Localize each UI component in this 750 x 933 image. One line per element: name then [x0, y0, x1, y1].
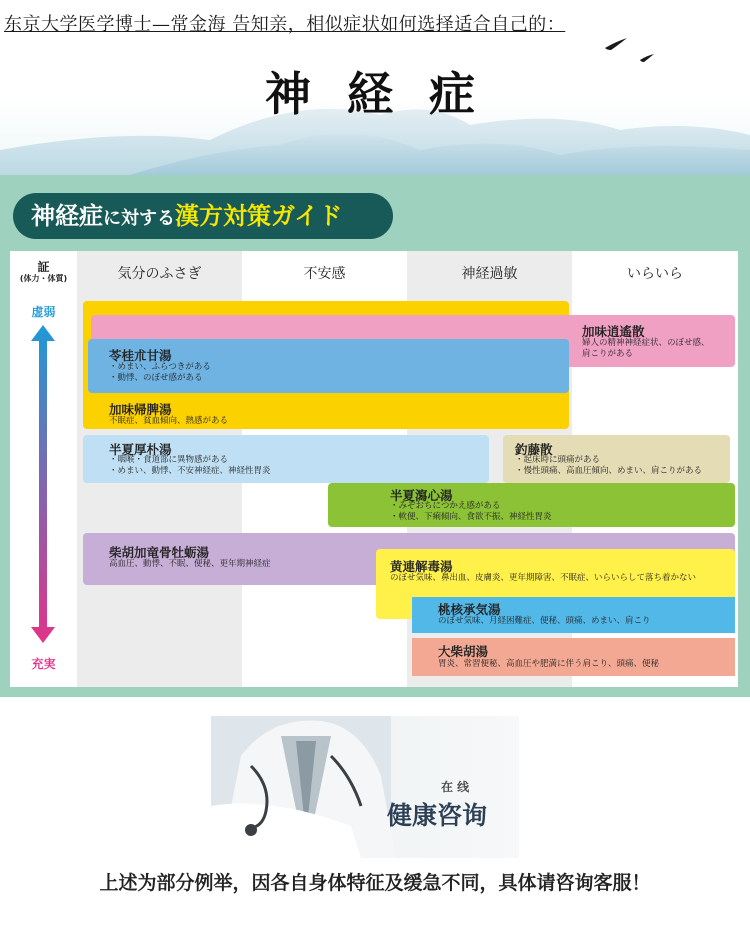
- band-desc-kamishoyo-1: 婦人の精神神経症状、のぼせ感、: [582, 338, 710, 348]
- band-title-hange-shashin: 半夏瀉心湯: [390, 488, 453, 503]
- band-desc-ryokei-1: ・めまい、ふらつきがある: [109, 362, 211, 372]
- column-header-2: 不安感: [303, 266, 346, 282]
- footer-notice: 上述为部分例举，因各自身体特征及缓急不同，具体请咨询客服！: [99, 872, 651, 894]
- guide-title-connector: に対する: [103, 208, 175, 229]
- band-title-kamikihi: 加味帰脾湯: [109, 402, 172, 417]
- band-desc-chotosan-2: ・慢性頭痛、高血圧傾向、めまい、肩こりがある: [515, 466, 703, 476]
- band-ryokei: [88, 339, 569, 393]
- band-desc-daisaiko: 胃炎、常習便秘、高血圧や肥満に伴う肩こり、頭痛、便秘: [438, 659, 660, 669]
- band-desc-saiko-ryukotsu: 高血圧、動悸、不眠、便秘、更年期神経症: [109, 559, 271, 569]
- band-desc-oren-gedoku: のぼせ気味、鼻出血、皮膚炎、更年期障害、不眠症、いらいらして落ち着かない: [390, 573, 697, 583]
- column-header-4: いらいら: [627, 266, 683, 282]
- consult-main-label: 健康咨询: [387, 801, 488, 830]
- doctor-illustration: [211, 716, 519, 858]
- band-hange-shashin: [328, 483, 735, 527]
- strength-arrow-icon: [31, 325, 55, 643]
- band-title-ryokei: 苓桂朮甘湯: [109, 348, 172, 363]
- band-title-daisaiko: 大柴胡湯: [438, 644, 489, 659]
- axis-header: [10, 251, 77, 295]
- band-desc-chotosan-1: ・起床時に頭痛がある: [515, 455, 601, 465]
- band-desc-kamishoyo-2: 肩こりがある: [582, 349, 634, 359]
- guide-title-pill: [13, 193, 393, 239]
- page-title: 神 経 症: [264, 67, 486, 121]
- header-text: 东京大学医学博士—常金海 告知亲，相似症状如何选择适合自己的：: [4, 14, 566, 35]
- axis-header-main: 証: [37, 260, 50, 274]
- consult-top-label: 在 线: [441, 780, 470, 794]
- band-desc-ryokei-2: ・動悸、のぼせ感がある: [109, 373, 203, 383]
- band-daisaiko: [412, 638, 735, 676]
- band-title-chotosan: 釣藤散: [515, 442, 553, 457]
- guide-title-highlight: 漢方対策ガイド: [175, 202, 343, 230]
- band-chotosan: [503, 435, 730, 483]
- band-tokaku: [412, 597, 735, 633]
- consult-image[interactable]: [211, 716, 519, 858]
- band-desc-kamikihi: 不眠症、貧血傾向、熱感がある: [109, 416, 229, 426]
- axis-column: [10, 295, 77, 687]
- guide-title-topic: 神経症: [31, 202, 103, 230]
- band-desc-hange-shashin-2: ・軟便、下痢傾向、食欲不振、神経性胃炎: [390, 512, 552, 522]
- band-title-saiko-ryukotsu: 柴胡加竜骨牡蛎湯: [109, 545, 210, 560]
- axis-label-strong: 充実: [31, 657, 56, 671]
- band-title-tokaku: 桃核承気湯: [438, 602, 501, 617]
- band-desc-hange-koboku-1: ・咽喉・食道部に異物感がある: [109, 455, 229, 465]
- axis-label-weak: 虚弱: [31, 305, 56, 319]
- band-desc-tokaku: のぼせ気味、月経困難症、便秘、頭痛、めまい、肩こり: [438, 616, 651, 626]
- column-header-1: 気分のふさぎ: [117, 266, 202, 282]
- column-header-3: 神経過敏: [461, 266, 518, 282]
- band-title-hange-koboku: 半夏厚朴湯: [109, 442, 172, 457]
- guide-table: [10, 251, 738, 687]
- band-desc-hange-koboku-2: ・めまい、動悸、不安神経症、神経性胃炎: [109, 466, 271, 476]
- band-title-kamishoyo: 加味逍遙散: [582, 324, 645, 339]
- axis-header-sub: (体力・体質): [19, 274, 68, 283]
- band-title-oren-gedoku: 黄連解毒湯: [390, 559, 453, 574]
- band-hange-koboku: [83, 435, 489, 483]
- band-desc-hange-shashin-1: ・みぞおちにつかえ感がある: [390, 501, 501, 511]
